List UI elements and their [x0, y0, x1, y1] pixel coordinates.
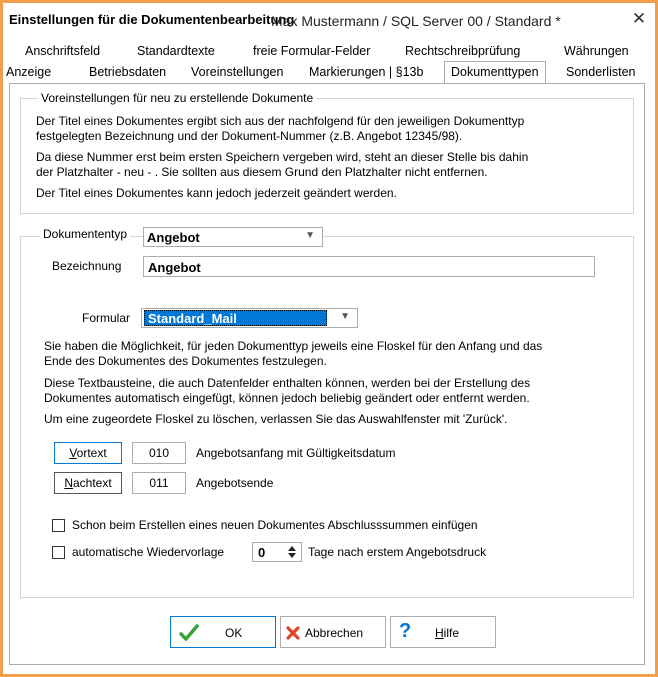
doctype-label: Dokumententyp — [40, 227, 130, 241]
presets-text-line: Der Titel eines Dokumentes ergibt sich aus der nachfolgend für den jeweiligen Dokumenttyp — [36, 114, 525, 128]
wiedervorlage-suffix: Tage nach erstem Angebotsdruck — [308, 545, 487, 559]
tab-sonderlisten[interactable]: Sonderlisten — [566, 65, 636, 79]
nachtext-button-label: achtext — [72, 476, 112, 490]
help-button-key: H — [435, 626, 444, 640]
formular-select[interactable] — [141, 308, 358, 328]
help-icon: ? — [399, 620, 412, 642]
chevron-down-icon: ▼ — [305, 230, 315, 241]
tab-standardtexte[interactable]: Standardtexte — [137, 44, 215, 58]
abschlusssummen-label: Schon beim Erstellen eines neuen Dokumentes Abschlusssummen einfügen — [72, 518, 478, 532]
abschlusssummen-checkbox[interactable] — [52, 519, 65, 532]
bezeichnung-input[interactable] — [143, 256, 595, 277]
presets-text-line: Der Titel eines Dokumentes kann jedoch jederzeit geändert werden. — [36, 186, 397, 200]
cancel-button[interactable] — [280, 616, 386, 648]
tab-anschriftsfeld[interactable]: Anschriftsfeld — [25, 44, 101, 58]
spin-arrows-icon[interactable] — [287, 545, 297, 559]
presets-text-line: der Platzhalter - neu - . Sie sollten aus diesem Grund den Platzhalter nicht entfernen. — [36, 165, 488, 179]
doctype-info-line: Ende des Dokumentes des Dokumentes festzulegen. — [44, 354, 327, 368]
wiedervorlage-checkbox[interactable] — [52, 546, 65, 559]
nachtext-button-key: N — [64, 476, 73, 490]
wiedervorlage-label: automatische Wiedervorlage — [72, 545, 225, 559]
title-bar — [3, 3, 655, 35]
presets-legend: Voreinstellungen für neu zu erstellende Dokumente — [38, 91, 316, 105]
checkmark-icon — [179, 624, 199, 642]
bezeichnung-value: Angebot — [148, 260, 201, 275]
wiedervorlage-days-stepper[interactable] — [252, 542, 302, 562]
vortext-description: Angebotsanfang mit Gültigkeitsdatum — [196, 446, 396, 460]
nachtext-description: Angebotsende — [196, 476, 274, 490]
doctype-info-line: Sie haben die Möglichkeit, für jeden Dokumenttyp jeweils eine Floskel für den Anfang und das — [44, 339, 543, 353]
chevron-down-icon: ▼ — [340, 311, 350, 322]
vortext-button-key: V — [69, 446, 77, 460]
help-button-rest: ilfe — [443, 626, 460, 640]
tab-anzeige[interactable]: Anzeige — [6, 65, 52, 79]
tab-markierungen[interactable]: Markierungen | §13b — [309, 65, 424, 79]
vortext-button-label: ortext — [76, 446, 107, 460]
bezeichnung-label: Bezeichnung — [52, 259, 122, 273]
presets-text-line: festgelegten Bezeichnung und der Dokument-Nummer (z.B. Angebot 12345/98). — [36, 129, 463, 143]
tab-rechtschreibpruefung[interactable]: Rechtschreibprüfung — [405, 44, 521, 58]
window-title: Einstellungen für die Dokumentenbearbeitung — [9, 12, 295, 27]
doctype-info-line: Diese Textbausteine, die auch Datenfelder enthalten können, werden bei der Erstellung des — [44, 376, 531, 390]
tab-voreinstellungen[interactable]: Voreinstellungen — [191, 65, 284, 79]
window-subtitle: Max Mustermann / SQL Server 00 / Standard * — [271, 13, 561, 29]
tab-freie-formular-felder[interactable]: freie Formular-Felder — [253, 44, 371, 58]
formular-label: Formular — [82, 311, 131, 325]
wiedervorlage-days-value: 0 — [258, 545, 266, 560]
presets-text-line: Da diese Nummer erst beim ersten Speichern vergeben wird, steht an dieser Stelle bis dahin — [36, 150, 529, 164]
nachtext-number[interactable]: 011 — [132, 472, 186, 494]
doctype-select-value: Angebot — [147, 230, 200, 245]
doctype-info-line: Um eine zugeordete Floskel zu löschen, verlassen Sie das Auswahlfenster mit 'Zurück'. — [44, 412, 508, 426]
tab-betriebsdaten[interactable]: Betriebsdaten — [89, 65, 167, 79]
cancel-button-label: Abbrechen — [305, 626, 364, 640]
vortext-button[interactable] — [54, 442, 122, 464]
tab-waehrungen[interactable]: Währungen — [564, 44, 629, 58]
doctype-select[interactable] — [143, 227, 323, 247]
ok-button[interactable] — [170, 616, 276, 648]
nachtext-button[interactable] — [54, 472, 122, 494]
help-button-label — [435, 626, 459, 640]
ok-button-label: OK — [225, 626, 243, 640]
tab-panel — [9, 83, 645, 665]
tab-dokumenttypen[interactable]: Dokumenttypen — [444, 61, 546, 85]
vortext-number[interactable]: 010 — [132, 442, 186, 464]
x-icon — [286, 626, 300, 640]
doctype-info-line: Dokumentes automatisch eingefügt, können jedoch beliebig geändert oder entfernt werden. — [44, 391, 530, 405]
close-icon[interactable]: ✕ — [631, 9, 647, 28]
formular-select-value: Standard_Mail — [144, 310, 327, 326]
help-button[interactable] — [390, 616, 496, 648]
